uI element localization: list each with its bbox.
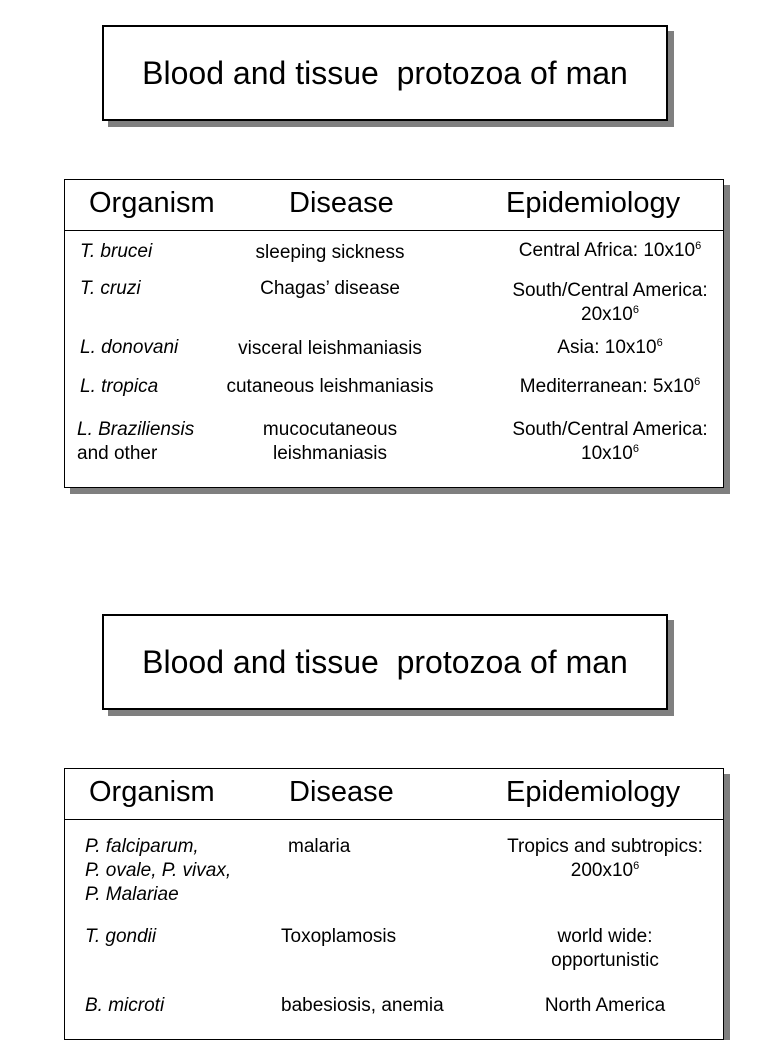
organism-cell: P. falciparum, P. ovale, P. vivax, P. Malariae (85, 836, 232, 905)
header-epidemiology: Epidemiology (506, 187, 681, 219)
protozoa-table (64, 768, 724, 1040)
header-organism: Organism (89, 776, 215, 808)
organism-cell: L. donovani (80, 337, 179, 358)
disease-cell: visceral leishmaniasis (238, 338, 422, 359)
disease-cell: Toxoplamosis (281, 926, 397, 947)
protozoa-table (64, 179, 724, 488)
organism-cell: L. tropica (80, 376, 159, 397)
epidemiology-cell: South/Central America: $10x10^6$ (512, 419, 708, 464)
header-disease: Disease (289, 776, 394, 808)
header-disease: Disease (289, 187, 394, 219)
header-organism: Organism (89, 187, 215, 219)
organism-cell: T. cruzi (80, 278, 141, 299)
disease-cell: sleeping sickness (255, 242, 405, 263)
disease-cell: malaria (288, 836, 351, 857)
epidemiology-cell: North America (544, 995, 666, 1016)
slide-title: Blood and tissue protozoa of man (102, 614, 668, 710)
epidemiology-cell: Mediterranean: $5x10^6$ (519, 376, 701, 397)
disease-cell: Chagas’ disease (260, 278, 400, 299)
table-header (65, 180, 723, 231)
organism-cell: B. microti (85, 995, 165, 1016)
disease-cell: mucocutaneous leishmaniasis (262, 419, 398, 464)
organism-cell: L. Braziliensis and other (77, 419, 195, 464)
organism-cell: T. gondii (85, 926, 157, 947)
disease-cell: cutaneous leishmaniasis (226, 376, 434, 397)
disease-cell: babesiosis, anemia (281, 995, 444, 1016)
header-epidemiology: Epidemiology (506, 776, 681, 808)
table-header (65, 769, 723, 820)
epidemiology-cell: Asia: $10x10^6$ (557, 337, 663, 358)
slide-title: Blood and tissue protozoa of man (102, 25, 668, 121)
epidemiology-cell: Central Africa: $10x10^6$ (518, 240, 702, 261)
epidemiology-cell: Tropics and subtropics: $200x10^6$ (507, 836, 703, 881)
epidemiology-cell: South/Central America: $20x10^6$ (512, 280, 708, 325)
organism-cell: T. brucei (80, 241, 153, 262)
epidemiology-cell: world wide: opportunistic (551, 926, 659, 971)
